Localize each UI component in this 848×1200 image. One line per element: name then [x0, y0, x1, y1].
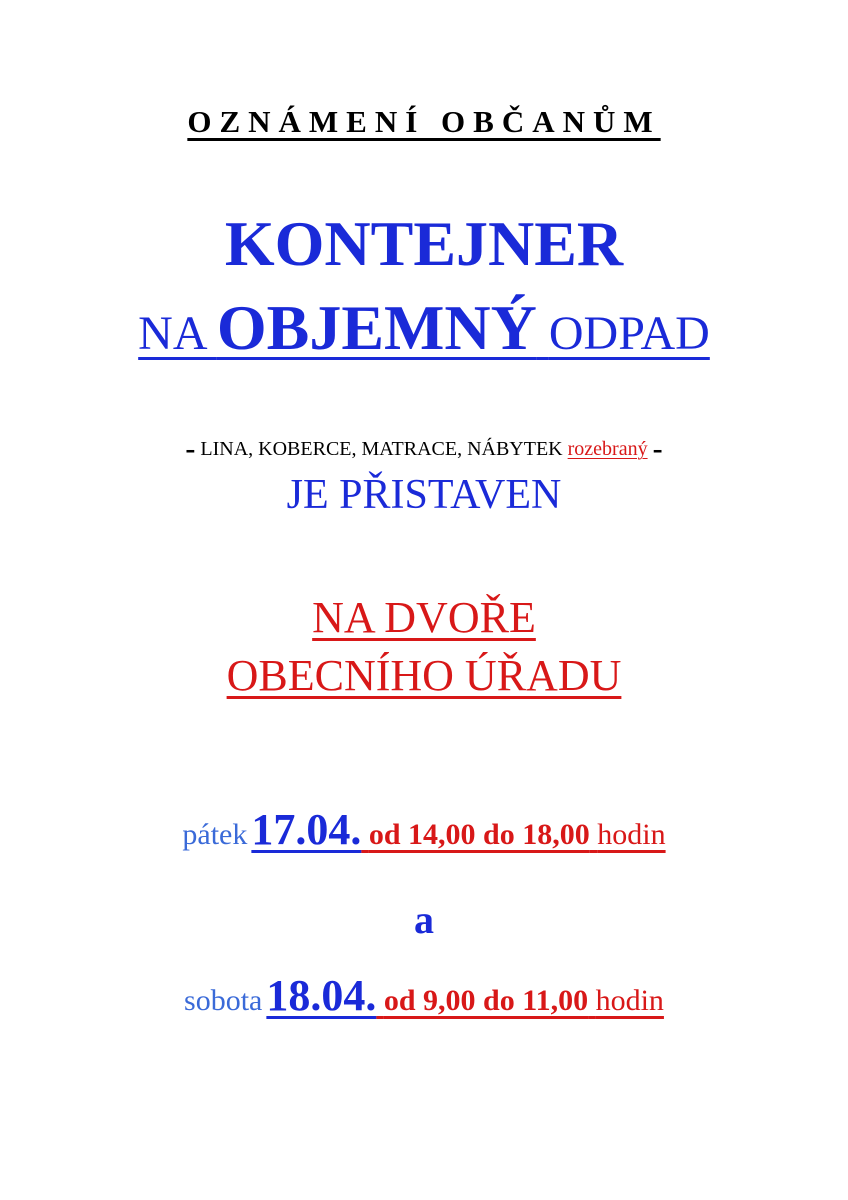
date-value: 18.04.: [266, 971, 377, 1020]
time-unit: hodin: [597, 818, 666, 851]
location-line-1: [0, 593, 848, 642]
date-entry-friday: [0, 805, 848, 854]
time-range: od 14,00 do 18,00: [368, 818, 590, 851]
title-line-2-underlined: [138, 292, 710, 363]
location-line-1-text: NA DVOŘE: [312, 593, 536, 642]
title-main-word: OBJEMNÝ: [216, 292, 537, 363]
date-time: [376, 984, 664, 1017]
location-line-2-text: OBECNÍHO ÚŘADU: [226, 651, 622, 700]
title-line-2: [0, 292, 848, 363]
time-unit: hodin: [595, 984, 664, 1017]
items-note: rozebraný: [567, 438, 648, 460]
time-range: od 9,00 do 11,00: [383, 984, 589, 1017]
items-list: LINA, KOBERCE, MATRACE, NÁBYTEK: [200, 438, 563, 460]
items-dash-right: -: [652, 432, 663, 465]
title-suffix: ODPAD: [548, 307, 710, 360]
placed-text: JE PŘISTAVEN: [286, 472, 562, 518]
title-line-1: KONTEJNER: [224, 208, 624, 279]
date-day: sobota: [184, 984, 263, 1017]
date-entry-saturday: [0, 971, 848, 1020]
notice-header: [0, 106, 848, 137]
conjunction: a: [414, 897, 434, 942]
title-prefix: NA: [138, 307, 217, 360]
date-day: pátek: [182, 818, 248, 851]
date-time: [361, 818, 665, 851]
items-dash-left: -: [185, 432, 196, 465]
waste-items-line: [0, 434, 848, 464]
location-line-2: [0, 651, 848, 700]
notice-header-text: OZNÁMENÍ OBČANŮM: [187, 104, 661, 139]
date-value: 17.04.: [251, 805, 362, 854]
